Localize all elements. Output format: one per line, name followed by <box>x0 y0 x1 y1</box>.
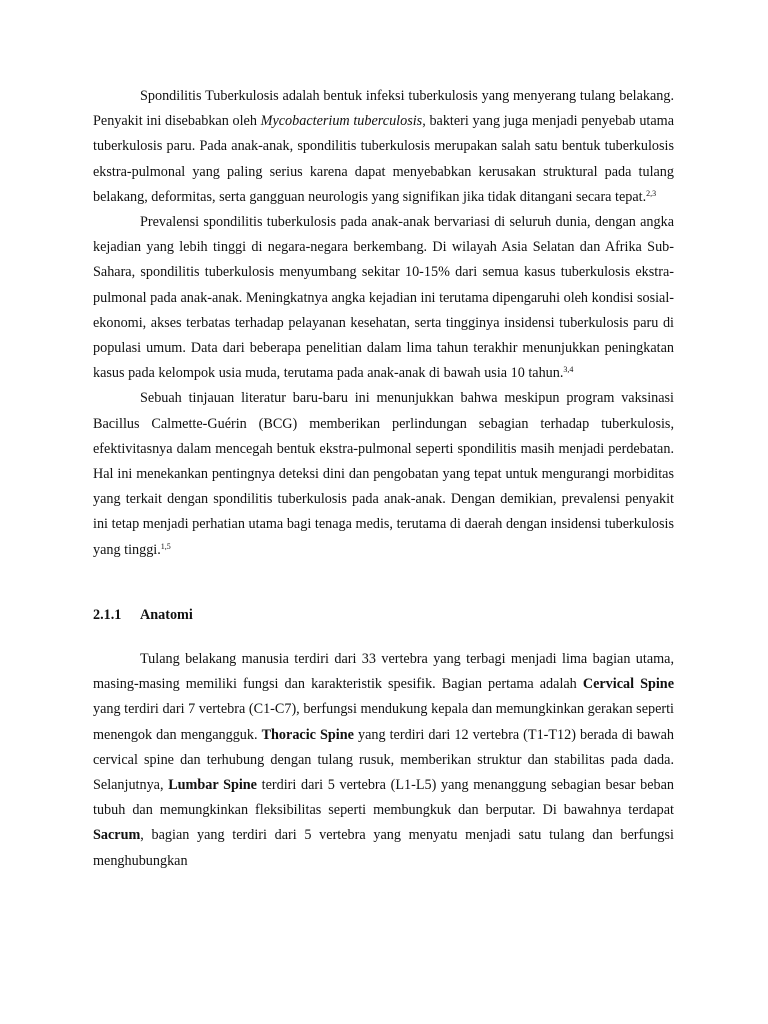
bold-term-sacrum: Sacrum <box>93 827 141 844</box>
text-run: Tulang belakang manusia terdiri dari 33 vertebra yang terbagi menjadi lima bagian utama, masing-masing memiliki fungsi dan karakteristik spesifik. Bagian pertama adalah <box>93 651 674 693</box>
paragraph-prevalence <box>93 210 674 386</box>
text-run: Spondilitis Tuberkulosis adalah bentuk infeksi tuberkulosis yang menyerang tulang belakang. Penyakit ini disebabkan oleh <box>93 88 674 130</box>
citation-superscript: 1,5 <box>160 541 171 551</box>
bold-term-lumbar-spine: Lumbar Spine <box>168 777 257 794</box>
paragraph-bcg-review <box>93 386 674 562</box>
paragraph-spondilitis-definition <box>93 84 674 210</box>
bold-term-thoracic-spine: Thoracic Spine <box>261 726 354 743</box>
bold-term-cervical-spine: Cervical Spine <box>582 676 674 693</box>
text-run: yang terdiri dari 12 vertebra (T1-T12) berada di bawah cervical spine dan terhubung dengan tulang rusuk, memberikan struktur dan stabilitas pada dada. Selanjutnya, <box>93 726 674 794</box>
text-run: Prevalensi spondilitis tuberkulosis pada anak-anak bervariasi di seluruh dunia, dengan angka kejadian yang lebih tinggi di negara-negara berkembang. Di wilayah Asia Selatan dan Afrika Sub-Sahara, spondilitis tuberkulosis menyumbang sekitar 10-15% dari semua kasus tuberkulosis ekstra-pulmonal pada anak-anak. Meningkatnya angka kejadian ini terutama dipengaruhi oleh kondisi sosial-ekonomi, akses terbatas terhadap pelayanan kesehatan, serta tingginya insidensi tuberkulosis paru di populasi umum. Data dari beberapa penelitian dalam lima tahun terakhir menunjukkan peningkatan kasus pada kelompok usia muda, terutama pada anak-anak di bawah usia 10 tahun. <box>93 214 674 382</box>
text-run: Sebuah tinjauan literatur baru-baru ini menunjukkan bahwa meskipun program vaksinasi Bacillus Calmette-Guérin (BCG) memberikan perlindungan sebagian terhadap tuberkulosis, efektivitasnya dalam mencegah bentuk ekstra-pulmonal seperti spondilitis masih menjadi perdebatan. Hal ini menekankan pentingnya deteksi dini dan pengobatan yang tepat untuk mengurangi morbiditas yang terkait dengan spondilitis tuberkulosis pada anak-anak. Dengan demikian, prevalensi penyakit ini tetap menjadi perhatian utama bagi tenaga medis, terutama di daerah dengan insidensi tuberkulosis yang tinggi. <box>93 390 674 558</box>
section-number: 2.1.1 <box>93 606 122 623</box>
document-page <box>93 84 674 874</box>
text-run: yang terdiri dari 7 vertebra (C1-C7), berfungsi mendukung kepala dan memungkinkan gerakan seperti menengok dan mengangguk. <box>93 701 674 743</box>
section-title: Anatomi <box>140 606 193 623</box>
italic-term-mycobacterium: Mycobacterium tuberculosis <box>260 113 423 130</box>
citation-superscript: 3,4 <box>563 365 574 375</box>
text-run: , bakteri yang juga menjadi penyebab utama tuberkulosis paru. Pada anak-anak, spondilitis tuberkulosis merupakan salah satu bentuk tuberkulosis ekstra-pulmonal yang paling serius karena dapat menyebabkan kerusakan struktural pada tulang belakang, deformitas, serta gangguan neurologis yang signifikan jika tidak ditangani secara tepat. <box>93 113 674 205</box>
section-heading <box>93 603 674 628</box>
text-run: terdiri dari 5 vertebra (L1-L5) yang menanggung sebagian besar beban tubuh dan memungkinkan fleksibilitas seperti membungkuk dan berputar. Di bawahnya terdapat <box>93 777 674 819</box>
citation-superscript: 2,3 <box>646 188 657 198</box>
paragraph-anatomy <box>93 647 674 874</box>
text-run: , bagian yang terdiri dari 5 vertebra yang menyatu menjadi satu tulang dan berfungsi menghubungkan <box>93 827 674 869</box>
